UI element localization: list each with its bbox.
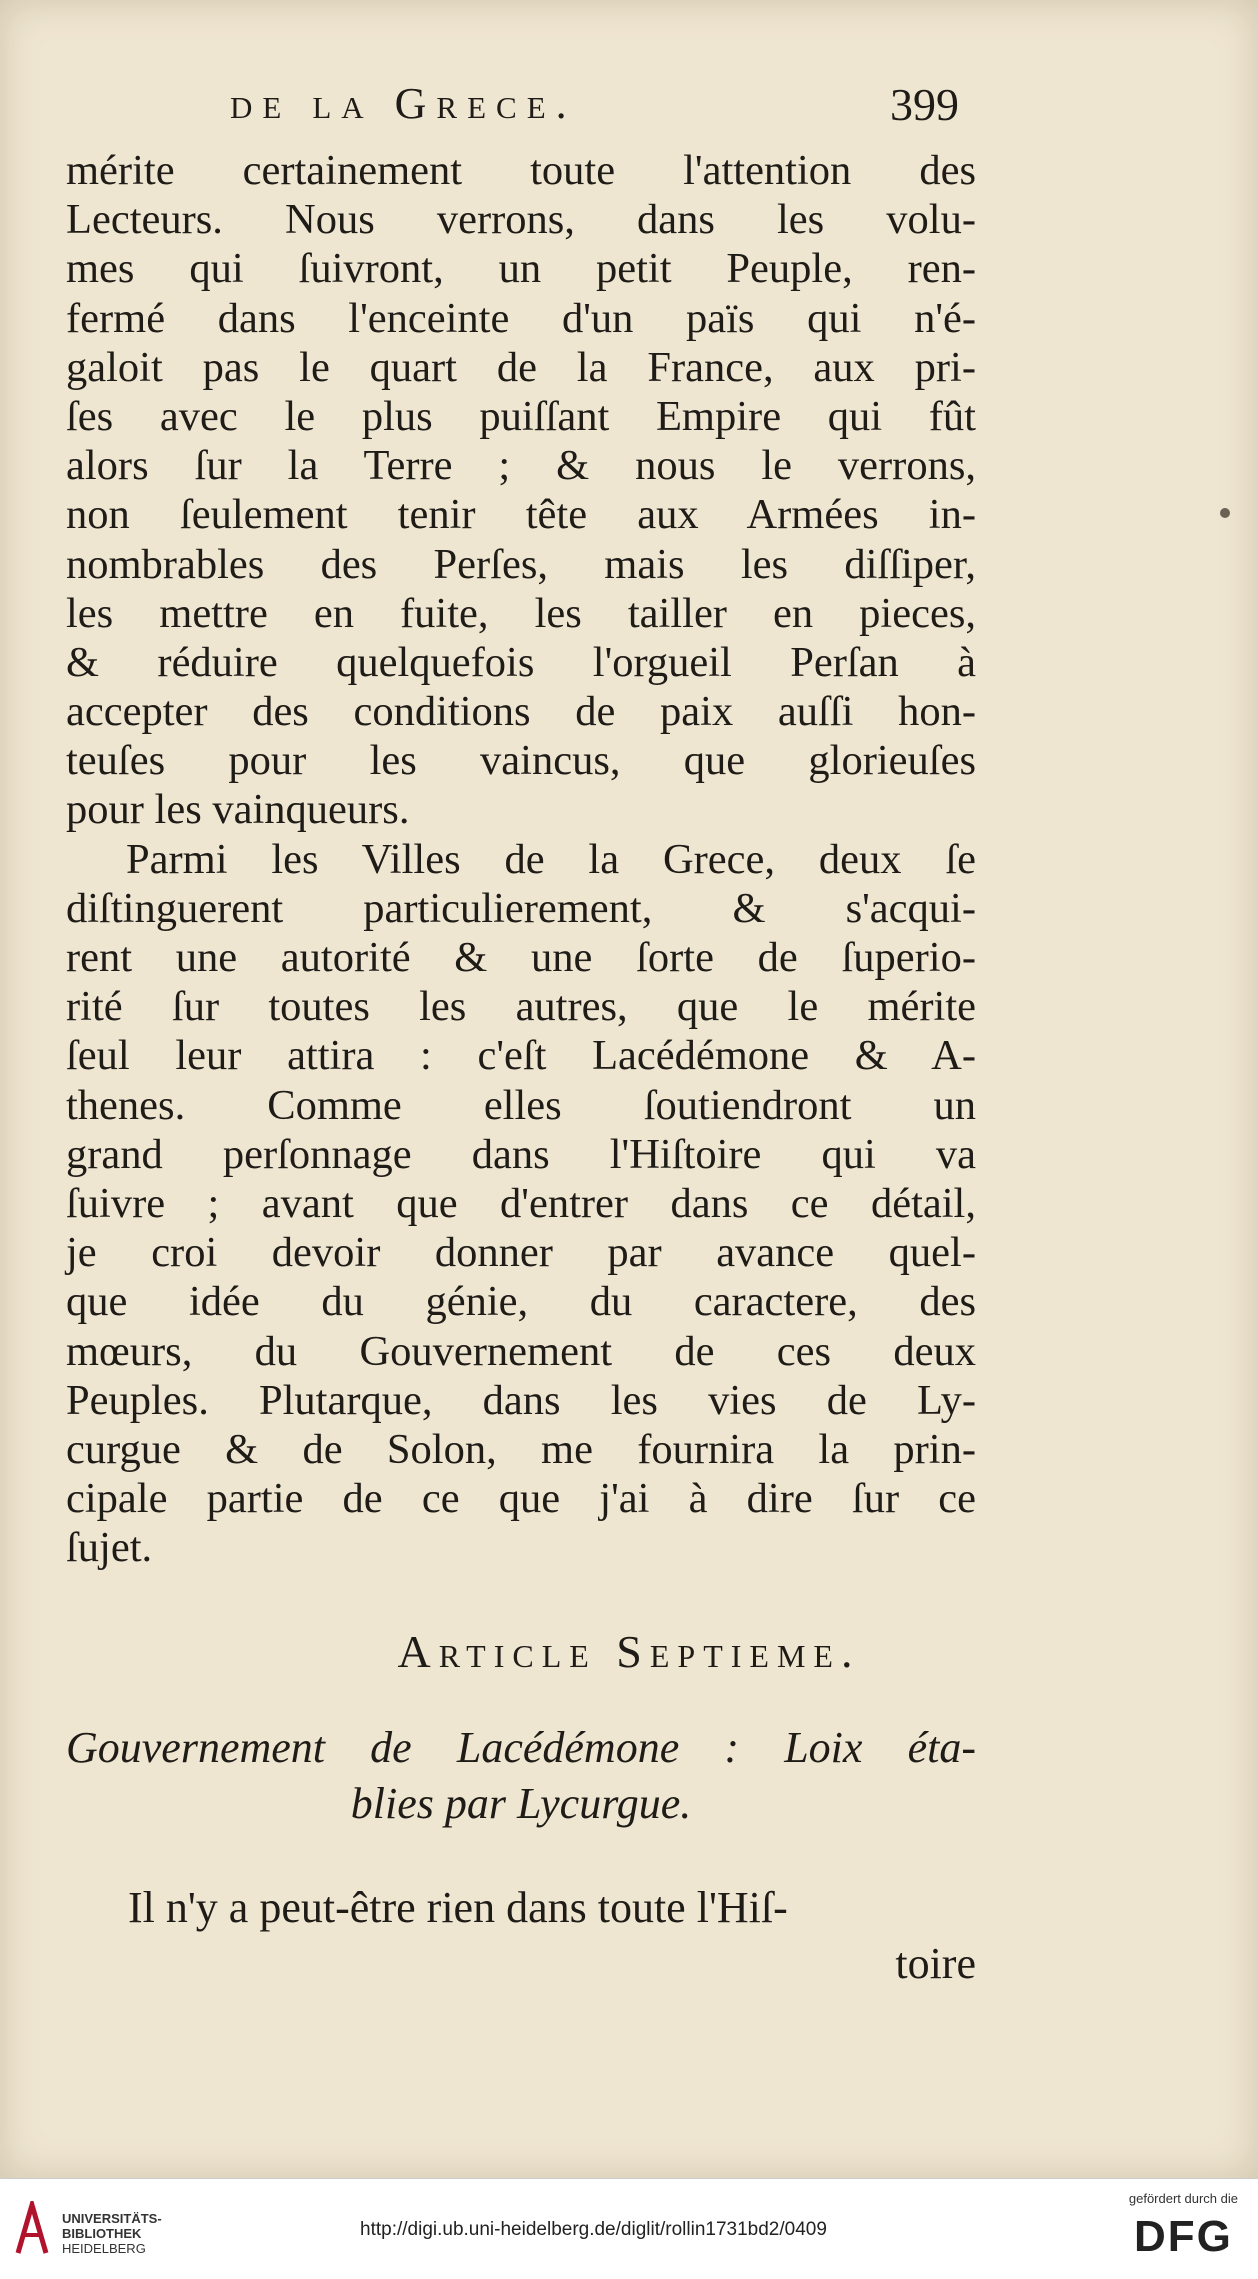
text-line: teuſes pour les vaincus, que glorieuſes (66, 737, 976, 785)
opening-line: Il n'y a peut-être rien dans toute l'Hiſ- (128, 1883, 788, 1932)
text-line: diſtinguerent particulierement, & s'acqui- (66, 884, 976, 932)
text-line: mœurs, du Gouvernement de ces deux (66, 1327, 976, 1375)
text-line: galoit pas le quart de la France, aux pri- (66, 343, 976, 391)
running-title: de la Grece. (230, 79, 577, 128)
text-line: ſeul leur attira : c'eſt Lacédémone & A- (66, 1032, 976, 1080)
text-line: que idée du génie, du caractere, des (66, 1278, 976, 1326)
text-line: les mettre en fuite, les tailler en pieces, (66, 589, 976, 637)
text-line: accepter des conditions de paix auſſi hon- (66, 688, 976, 736)
text-line: nombrables des Perſes, mais les diſſiper, (66, 540, 976, 588)
text-line: Parmi les Villes de la Grece, deux ſe (126, 835, 976, 883)
article-subtitle (66, 1720, 976, 1832)
text-line: Peuples. Plutarque, dans les vies de Ly- (66, 1376, 976, 1424)
library-name: UNIVERSITÄTS- BIBLIOTHEK HEIDELBERG (62, 2211, 162, 2256)
text-line: non ſeulement tenir tête aux Armées in- (66, 491, 976, 539)
page-header (80, 78, 980, 138)
permalink-url[interactable]: http://digi.ub.uni-heidelberg.de/diglit/rollin1731bd2/0409 (360, 2219, 827, 2240)
text-line: curgue & de Solon, me fournira la prin- (66, 1425, 976, 1473)
text-line: fermé dans l'enceinte d'un païs qui n'é- (66, 294, 976, 342)
text-line: je croi devoir donner par avance quel- (66, 1229, 976, 1277)
text-line: grand perſonnage dans l'Hiſtoire qui va (66, 1130, 976, 1178)
text-line: rent une autorité & une ſorte de ſuperio- (66, 934, 976, 981)
catchword: toire (895, 1939, 976, 1988)
text-line: pour les vainqueurs. (66, 786, 410, 834)
text-line: ſes avec le plus puiſſant Empire qui fût (66, 392, 976, 440)
text-line: Lecteurs. Nous verrons, dans les volu- (66, 196, 976, 244)
funder-caption: gefördert durch die (1128, 2191, 1238, 2206)
page-number: 399 (890, 79, 959, 130)
article-heading: Article Septieme. (397, 1626, 861, 1677)
subtitle-line: blies par Lycurgue. (350, 1779, 692, 1828)
dfg-logo: DFG (1133, 2212, 1233, 2261)
text-line: mérite certainement toute l'attention des (66, 147, 976, 194)
text-line: ſuivre ; avant que d'entrer dans ce détail, (66, 1179, 976, 1227)
text-line: rité ſur toutes les autres, que le mérite (66, 983, 976, 1031)
library-logo-icon (14, 2201, 50, 2257)
body-text (66, 146, 976, 1572)
margin-mark (1220, 508, 1230, 518)
text-line: ſujet. (66, 1524, 153, 1572)
text-line: cipale partie de ce que j'ai à dire ſur ce (66, 1475, 976, 1523)
funder-credit (1129, 2191, 1238, 2262)
article-opening (66, 1880, 976, 1992)
text-line: mes qui ſuivront, un petit Peuple, ren- (66, 245, 976, 293)
text-line: thenes. Comme elles ſoutiendront un (66, 1081, 976, 1129)
viewer-footer (0, 2178, 1258, 2279)
text-line: alors ſur la Terre ; & nous le verrons, (66, 442, 976, 490)
text-line: & réduire quelquefois l'orgueil Perſan à (66, 638, 976, 686)
subtitle-line: Gouvernement de Lacédémone : Loix éta- (66, 1723, 976, 1772)
